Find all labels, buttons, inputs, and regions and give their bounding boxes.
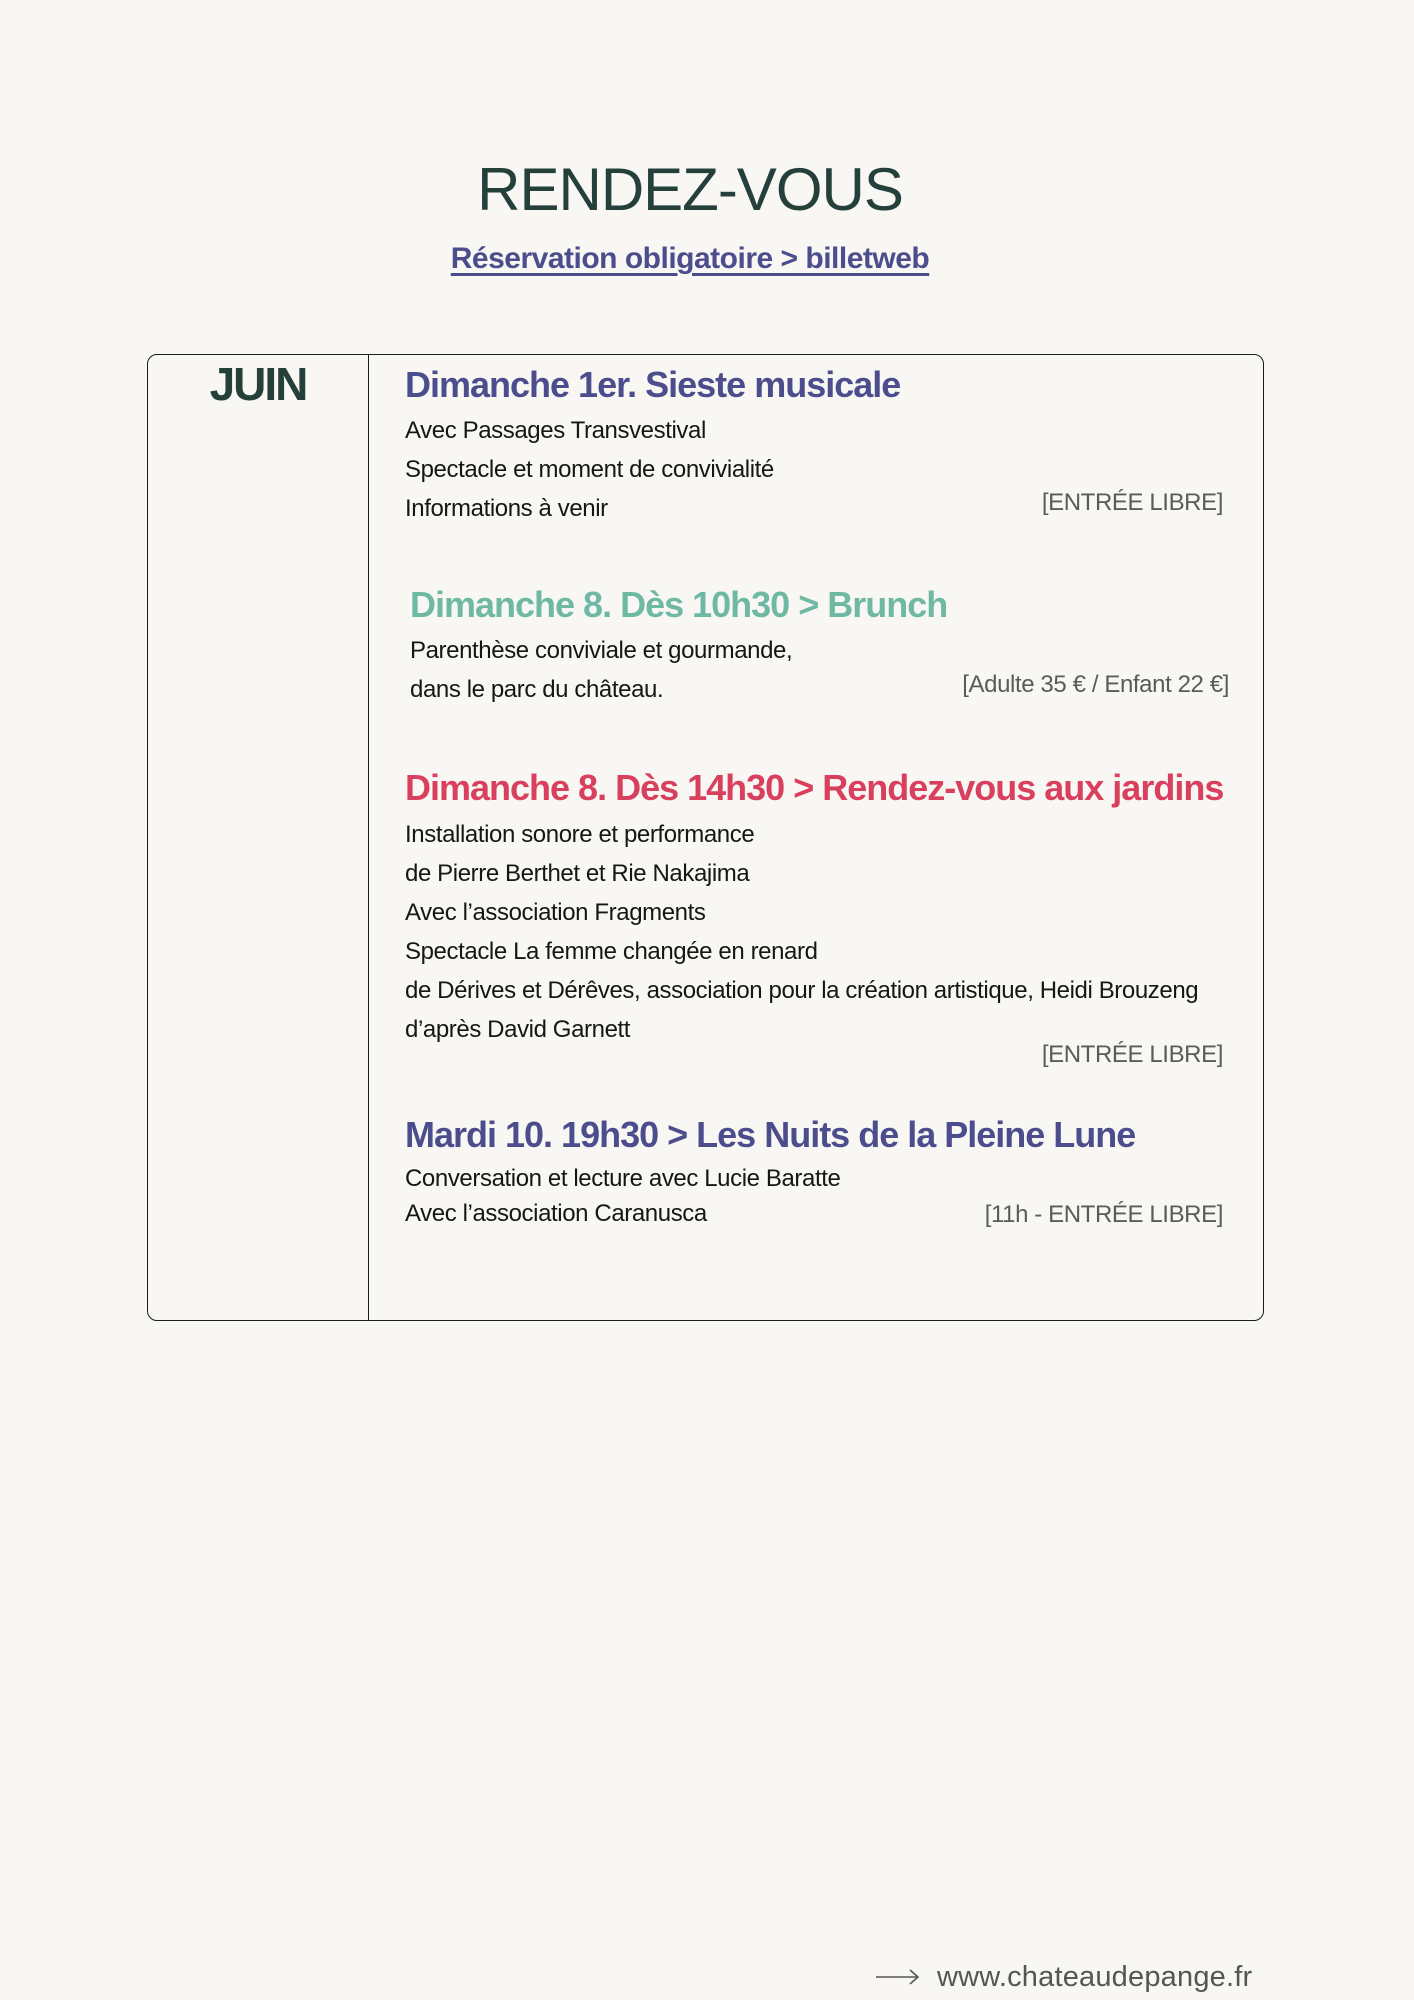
long-arrow-right-icon xyxy=(875,1967,921,1987)
event-line: Conversation et lecture avec Lucie Baratte xyxy=(405,1165,841,1192)
month-label: JUIN xyxy=(209,358,307,410)
page-title: RENDEZ-VOUS xyxy=(477,156,903,223)
event-price: [Adulte 35 € / Enfant 22 €] xyxy=(962,671,1229,698)
event-line: Avec Passages Transvestival xyxy=(405,417,706,444)
event-line: de Pierre Berthet et Rie Nakajima xyxy=(405,860,750,887)
event-line: dans le parc du château. xyxy=(410,676,664,703)
event-line: Avec l’association Caranusca xyxy=(405,1200,707,1227)
event-line: de Dérives et Dérêves, association pour la création artistique, Heidi Brouzeng xyxy=(405,977,1199,1004)
event-title: Mardi 10. 19h30 > Les Nuits de la Pleine Lune xyxy=(405,1114,1136,1155)
event-title: Dimanche 8. Dès 10h30 > Brunch xyxy=(410,584,948,625)
event-price: [11h - ENTRÉE LIBRE] xyxy=(984,1201,1223,1228)
month-divider xyxy=(368,355,369,1320)
event-line: d’après David Garnett xyxy=(405,1016,631,1043)
event-line: Spectacle La femme changée en renard xyxy=(405,938,818,965)
website-url: www.chateaudepange.fr xyxy=(937,1960,1253,1993)
event-line: Informations à venir xyxy=(405,495,608,522)
website-link[interactable] xyxy=(875,1957,1252,1997)
event-title: Dimanche 1er. Sieste musicale xyxy=(405,364,901,405)
event-line: Spectacle et moment de convivialité xyxy=(405,456,774,483)
event-line: Parenthèse conviviale et gourmande, xyxy=(410,637,793,664)
event-price: [ENTRÉE LIBRE] xyxy=(1041,489,1223,516)
schedule-box xyxy=(147,354,1264,1321)
event-line: Installation sonore et performance xyxy=(405,821,755,848)
reservation-link[interactable]: Réservation obligatoire > billetweb xyxy=(450,242,930,275)
event-line: Avec l’association Fragments xyxy=(405,899,706,926)
event-price: [ENTRÉE LIBRE] xyxy=(1041,1041,1223,1068)
event-title: Dimanche 8. Dès 14h30 > Rendez-vous aux jardins xyxy=(405,767,1224,808)
